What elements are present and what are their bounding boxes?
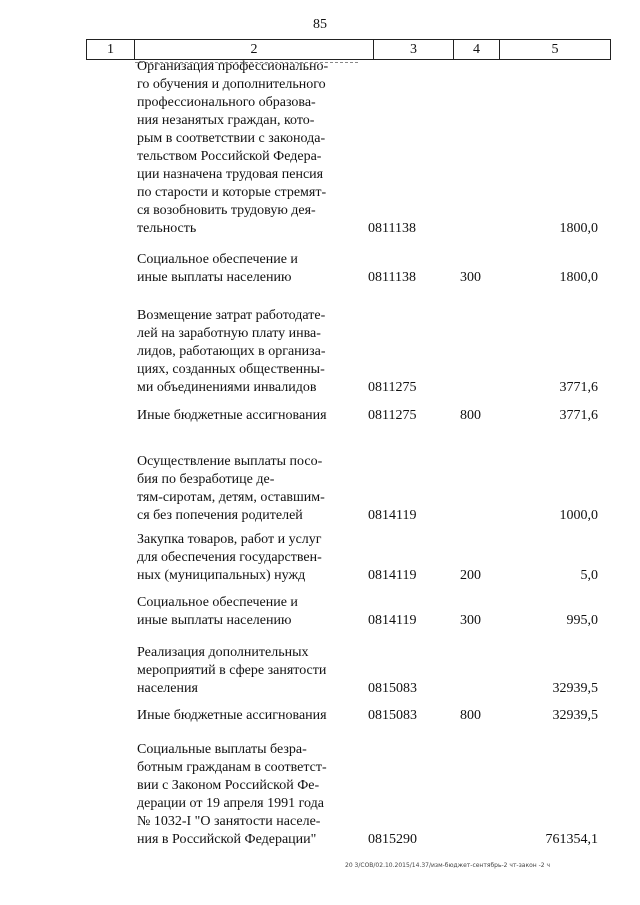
- amount-value: 761354,1: [545, 832, 598, 847]
- description-line: рым в соответствии с законода-: [137, 131, 326, 146]
- description-line: дерации от 19 апреля 1991 года: [137, 796, 324, 811]
- column-header-1: 1: [87, 40, 135, 59]
- description-line: лидов, работающих в организа-: [137, 344, 326, 359]
- target-article-code: 0814119: [368, 613, 417, 628]
- target-article-code: 0811138: [368, 221, 416, 236]
- column-header-4: 4: [454, 40, 500, 59]
- amount-value: 1000,0: [559, 508, 598, 523]
- target-article-code: 0815083: [368, 708, 417, 723]
- description-line: Реализация дополнительных: [137, 645, 309, 660]
- description-line: иные выплаты населению: [137, 613, 292, 628]
- expense-type-code: 300: [460, 613, 481, 628]
- amount-value: 32939,5: [552, 681, 598, 696]
- description-line: профессионального образова-: [137, 95, 316, 110]
- row-description: [137, 58, 346, 238]
- description-line: лей на заработную плату инва-: [137, 326, 321, 341]
- target-article-code: 0814119: [368, 568, 417, 583]
- amount-value: 3771,6: [559, 380, 598, 395]
- description-line: № 1032-I "О занятости населе-: [137, 814, 321, 829]
- description-line: иные выплаты населению: [137, 270, 292, 285]
- description-line: Социальное обеспечение и: [137, 252, 298, 267]
- description-line: ся без попечения родителей: [137, 508, 303, 523]
- amount-value: 995,0: [566, 613, 598, 628]
- description-line: мероприятий в сфере занятости: [137, 663, 327, 678]
- description-line: ции назначена трудовая пенсия: [137, 167, 324, 182]
- row-description: [137, 453, 346, 525]
- row-description: [137, 594, 346, 630]
- row-description: [137, 741, 346, 849]
- expense-type-code: 300: [460, 270, 481, 285]
- description-line: ми объединениями инвалидов: [137, 380, 317, 395]
- amount-value: 1800,0: [559, 270, 598, 285]
- description-line: Организация профессионально-: [137, 59, 329, 74]
- description-line: по старости и которые стремят-: [137, 185, 327, 200]
- description-line: циях, созданных общественны-: [137, 362, 325, 377]
- description-line: ния незанятых граждан, кото-: [137, 113, 315, 128]
- column-header-row: [86, 39, 611, 60]
- column-header-2: 2: [135, 40, 374, 59]
- description-line: Социальное обеспечение и: [137, 595, 298, 610]
- row-description: [137, 307, 346, 397]
- expense-type-code: 200: [460, 568, 481, 583]
- description-line: ботным гражданам в соответст-: [137, 760, 327, 775]
- column-header-5: 5: [551, 42, 559, 57]
- description-line: тям-сиротам, детям, оставшим-: [137, 490, 325, 505]
- description-line: тельством Российской Федера-: [137, 149, 322, 164]
- description-line: Возмещение затрат работодате-: [137, 308, 326, 323]
- target-article-code: 0814119: [368, 508, 417, 523]
- row-description: [137, 644, 346, 698]
- description-line: бия по безработице де-: [137, 472, 275, 487]
- description-line: Иные бюджетные ассигнования: [137, 408, 327, 423]
- description-line: Осуществление выплаты посо-: [137, 454, 323, 469]
- target-article-code: 0815083: [368, 681, 417, 696]
- description-line: для обеспечения государствен-: [137, 550, 322, 565]
- description-line: населения: [137, 681, 198, 696]
- target-article-code: 0811138: [368, 270, 416, 285]
- target-article-code: 0811275: [368, 380, 417, 395]
- description-line: Социальные выплаты безра-: [137, 742, 307, 757]
- target-article-code: 0815290: [368, 832, 417, 847]
- description-line: ных (муниципальных) нужд: [137, 568, 306, 583]
- page-number: 85: [313, 17, 327, 32]
- row-description: [137, 531, 346, 585]
- amount-value: 32939,5: [552, 708, 598, 723]
- description-line: тельность: [137, 221, 197, 236]
- expense-type-code: 800: [460, 408, 481, 423]
- footer-file-path: 20 3/СОВ/02.10.2015/14.37/изм-бюджет-сентябрь-2 чт-закон -2 ч: [345, 862, 551, 869]
- row-description: [137, 251, 346, 287]
- description-line: ния в Российской Федерации": [137, 832, 317, 847]
- row-description: [137, 707, 346, 725]
- description-line: Иные бюджетные ассигнования: [137, 708, 327, 723]
- amount-value: 1800,0: [559, 221, 598, 236]
- column-header-3: 3: [374, 40, 454, 59]
- description-line: го обучения и дополнительного: [137, 77, 326, 92]
- expense-type-code: 800: [460, 708, 481, 723]
- amount-value: 5,0: [580, 568, 598, 583]
- amount-value: 3771,6: [559, 408, 598, 423]
- description-line: вии с Законом Российской Фе-: [137, 778, 320, 793]
- description-line: ся возобновить трудовую дея-: [137, 203, 316, 218]
- target-article-code: 0811275: [368, 408, 417, 423]
- row-description: [137, 407, 346, 425]
- description-line: Закупка товаров, работ и услуг: [137, 532, 322, 547]
